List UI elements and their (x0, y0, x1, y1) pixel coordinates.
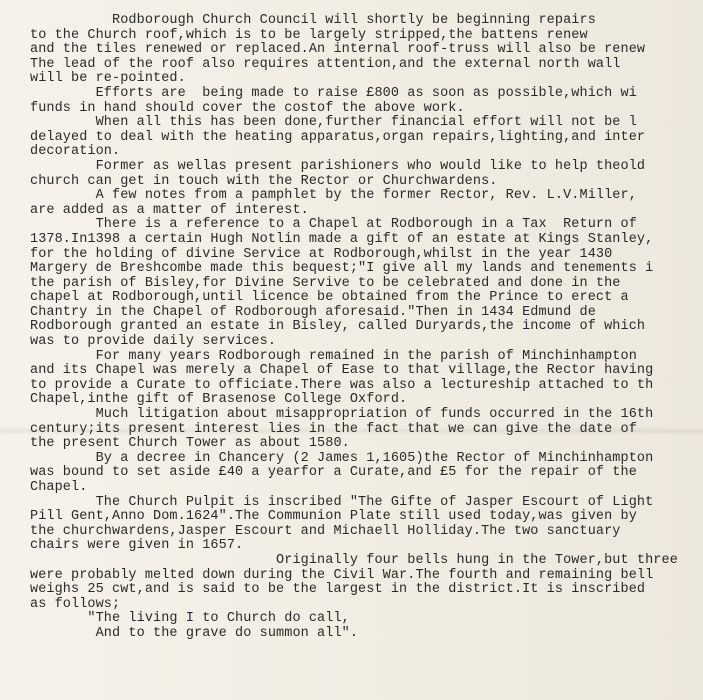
text-line: The Church Pulpit is inscribed "The Gifte of Jasper Escourt of Light (30, 494, 654, 510)
text-line: Margery de Breshcombe made this bequest;"I give all my lands and tenements i (30, 261, 654, 277)
text-line: A few notes from a pamphlet by the former Rector, Rev. L.V.Miller, (30, 188, 637, 204)
text-line: Pill Gent,Anno Dom.1624".The Communion Plate still used today,was given by (30, 509, 637, 525)
text-line: For many years Rodborough remained in the parish of Minchinhampton (30, 348, 637, 364)
text-line: There is a reference to a Chapel at Rodborough in a Tax Return of (30, 217, 637, 233)
text-line: Originally four bells hung in the Tower,but three (30, 552, 678, 568)
text-line: will be re-pointed. (30, 71, 186, 87)
text-line: Rodborough Church Council will shortly be beginning repairs (30, 13, 596, 28)
text-line: for the holding of divine Service at Rodborough,whilst in the year 1430 (30, 246, 613, 262)
text-line: and its Chapel was merely a Chapel of Ease to that village,the Rector having (30, 363, 654, 379)
text-line: delayed to deal with the heating apparatus,organ repairs,lighting,and inter (30, 129, 646, 145)
text-line: "The living I to Church do call, (30, 611, 350, 627)
text-line: And to the grave do summon all". (30, 625, 359, 641)
document-body (30, 14, 703, 642)
text-line: chapel at Rodborough,until licence be obtained from the Prince to erect a (30, 290, 629, 306)
text-line: the churchwardens,Jasper Escourt and Michaell Holliday.The two sanctuary (30, 523, 621, 539)
text-line: Former as wellas present parishioners who would like to help theold (30, 158, 646, 174)
text-line: decoration. (30, 144, 121, 160)
text-line: church can get in touch with the Rector or Churchwardens. (30, 173, 498, 189)
text-line: Chapel. (30, 480, 88, 495)
text-line: Much litigation about misappropriation of funds occurred in the 16th (30, 407, 654, 423)
text-line: chairs were given in 1657. (30, 538, 244, 554)
text-line: funds in hand should cover the costof the above work. (30, 100, 465, 116)
text-line: as follows; (30, 596, 121, 612)
text-line: weighs 25 cwt,and is said to be the largest in the district.It is inscribed (30, 582, 646, 598)
text-line: the parish of Bisley,for Divine Servive to be celebrated and done in the (30, 275, 621, 291)
text-line: By a decree in Chancery (2 James 1,1605)the Rector of Minchinhampton (30, 450, 654, 466)
text-line: Rodborough granted an estate in Bisley, called Duryards,the income of which (30, 319, 646, 335)
text-line: was to provide daily services. (30, 334, 277, 350)
text-line: Chapel,inthe gift of Brasenose College Oxford. (30, 392, 408, 408)
text-line: The lead of the roof also requires attention,and the external north wall (30, 56, 621, 72)
text-line: to the Church roof,which is to be largely stripped,the battens renew (30, 27, 588, 43)
text-line: Chantry in the Chapel of Rodborough aforesaid."Then in 1434 Edmund de (30, 304, 596, 320)
text-line: are added as a matter of interest. (30, 202, 309, 218)
text-line: and the tiles renewed or replaced.An internal roof-truss will also be renew (30, 42, 646, 58)
text-line: the present Church Tower as about 1580. (30, 436, 350, 452)
text-line: was bound to set aside £40 a yearfor a Curate,and £5 for the repair of the (30, 465, 637, 481)
text-line: When all this has been done,further financial effort will not be l (30, 115, 637, 131)
text-line: 1378.In1398 a certain Hugh Notlin made a gift of an estate at Kings Stanley, (30, 231, 654, 247)
text-line: were probably melted down during the Civil War.The fourth and remaining bell (30, 567, 654, 583)
text-line: to provide a Curate to officiate.There was also a lectureship attached to th (30, 377, 654, 393)
text-line: Efforts are being made to raise £800 as soon as possible,which wi (30, 85, 637, 101)
text-line: century;its present interest lies in the fact that we can give the date of (30, 421, 637, 437)
